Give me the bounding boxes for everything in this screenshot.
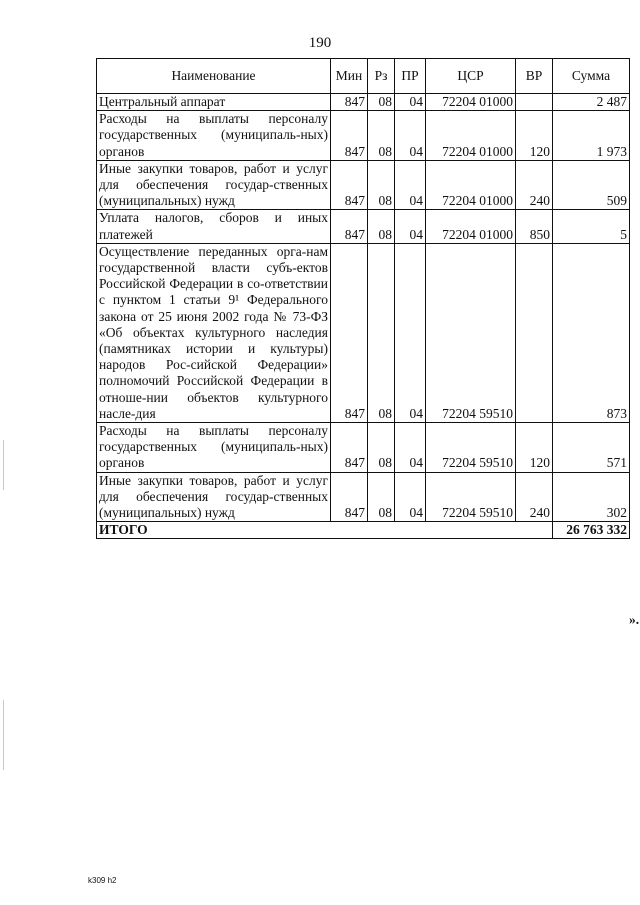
total-label: ИТОГО bbox=[97, 522, 553, 539]
row-name: Иные закупки товаров, работ и услуг для обеспечения государ-ственных (муниципальных) нужд bbox=[97, 472, 331, 522]
row-csr: 72204 01000 bbox=[426, 94, 516, 111]
row-name: Расходы на выплаты персоналу государственных (муниципаль-ных) органов bbox=[97, 423, 331, 473]
row-vr bbox=[516, 94, 553, 111]
table-row bbox=[97, 160, 630, 210]
table-row bbox=[97, 243, 630, 422]
header-csr: ЦСР bbox=[426, 59, 516, 94]
table-row bbox=[97, 423, 630, 473]
row-vr bbox=[516, 243, 553, 422]
row-min: 847 bbox=[331, 423, 368, 473]
row-pr: 04 bbox=[395, 472, 426, 522]
row-rz: 08 bbox=[368, 423, 395, 473]
row-sum: 302 bbox=[553, 472, 630, 522]
scan-edge-line bbox=[3, 440, 4, 490]
row-pr: 04 bbox=[395, 111, 426, 161]
header-pr: ПР bbox=[395, 59, 426, 94]
document-code: k309 h2 bbox=[88, 876, 117, 885]
header-name: Наименование bbox=[97, 59, 331, 94]
row-rz: 08 bbox=[368, 94, 395, 111]
row-min: 847 bbox=[331, 472, 368, 522]
row-name: Осуществление переданных орга-нам государственной власти субъ-ектов Российской Федерации в со-ответствии с пунктом 1 статьи 9¹ Федерального закона от 25 июня 2002 года № 73-ФЗ «Об объектах культурного наследия (памятниках истории и культуры) народов Рос-сийской Федерации» полномочий Российской Федерации в отноше-нии объектов культурного насле-дия bbox=[97, 243, 331, 422]
row-csr: 72204 59510 bbox=[426, 472, 516, 522]
row-rz: 08 bbox=[368, 472, 395, 522]
row-name: Иные закупки товаров, работ и услуг для обеспечения государ-ственных (муниципальных) нужд bbox=[97, 160, 331, 210]
row-rz: 08 bbox=[368, 160, 395, 210]
row-rz: 08 bbox=[368, 243, 395, 422]
row-name: Центральный аппарат bbox=[97, 94, 331, 111]
budget-table bbox=[96, 58, 630, 539]
row-name: Расходы на выплаты персоналу государственных (муниципаль-ных) органов bbox=[97, 111, 331, 161]
row-vr: 850 bbox=[516, 210, 553, 243]
header-min: Мин bbox=[331, 59, 368, 94]
header-sum: Сумма bbox=[553, 59, 630, 94]
row-vr: 120 bbox=[516, 111, 553, 161]
row-min: 847 bbox=[331, 111, 368, 161]
row-pr: 04 bbox=[395, 210, 426, 243]
row-pr: 04 bbox=[395, 94, 426, 111]
row-pr: 04 bbox=[395, 243, 426, 422]
table-row bbox=[97, 94, 630, 111]
row-min: 847 bbox=[331, 243, 368, 422]
row-csr: 72204 01000 bbox=[426, 210, 516, 243]
row-sum: 873 bbox=[553, 243, 630, 422]
row-min: 847 bbox=[331, 160, 368, 210]
row-vr: 120 bbox=[516, 423, 553, 473]
table-row bbox=[97, 111, 630, 161]
row-pr: 04 bbox=[395, 423, 426, 473]
row-csr: 72204 01000 bbox=[426, 160, 516, 210]
header-rz: Рз bbox=[368, 59, 395, 94]
table-row bbox=[97, 472, 630, 522]
row-csr: 72204 01000 bbox=[426, 111, 516, 161]
row-sum: 5 bbox=[553, 210, 630, 243]
row-pr: 04 bbox=[395, 160, 426, 210]
row-rz: 08 bbox=[368, 111, 395, 161]
header-vr: ВР bbox=[516, 59, 553, 94]
row-sum: 1 973 bbox=[553, 111, 630, 161]
scan-edge-line bbox=[3, 700, 4, 770]
row-csr: 72204 59510 bbox=[426, 423, 516, 473]
row-sum: 509 bbox=[553, 160, 630, 210]
row-csr: 72204 59510 bbox=[426, 243, 516, 422]
row-sum: 2 487 bbox=[553, 94, 630, 111]
row-name: Уплата налогов, сборов и иных платежей bbox=[97, 210, 331, 243]
row-vr: 240 bbox=[516, 160, 553, 210]
closing-quote-mark: ». bbox=[629, 612, 640, 627]
row-rz: 08 bbox=[368, 210, 395, 243]
row-vr: 240 bbox=[516, 472, 553, 522]
row-min: 847 bbox=[331, 94, 368, 111]
table-row bbox=[97, 210, 630, 243]
page-number: 190 bbox=[308, 35, 332, 51]
table-header-row bbox=[97, 59, 630, 94]
row-sum: 571 bbox=[553, 423, 630, 473]
total-sum: 26 763 332 bbox=[553, 522, 630, 539]
total-row bbox=[97, 522, 630, 539]
row-min: 847 bbox=[331, 210, 368, 243]
